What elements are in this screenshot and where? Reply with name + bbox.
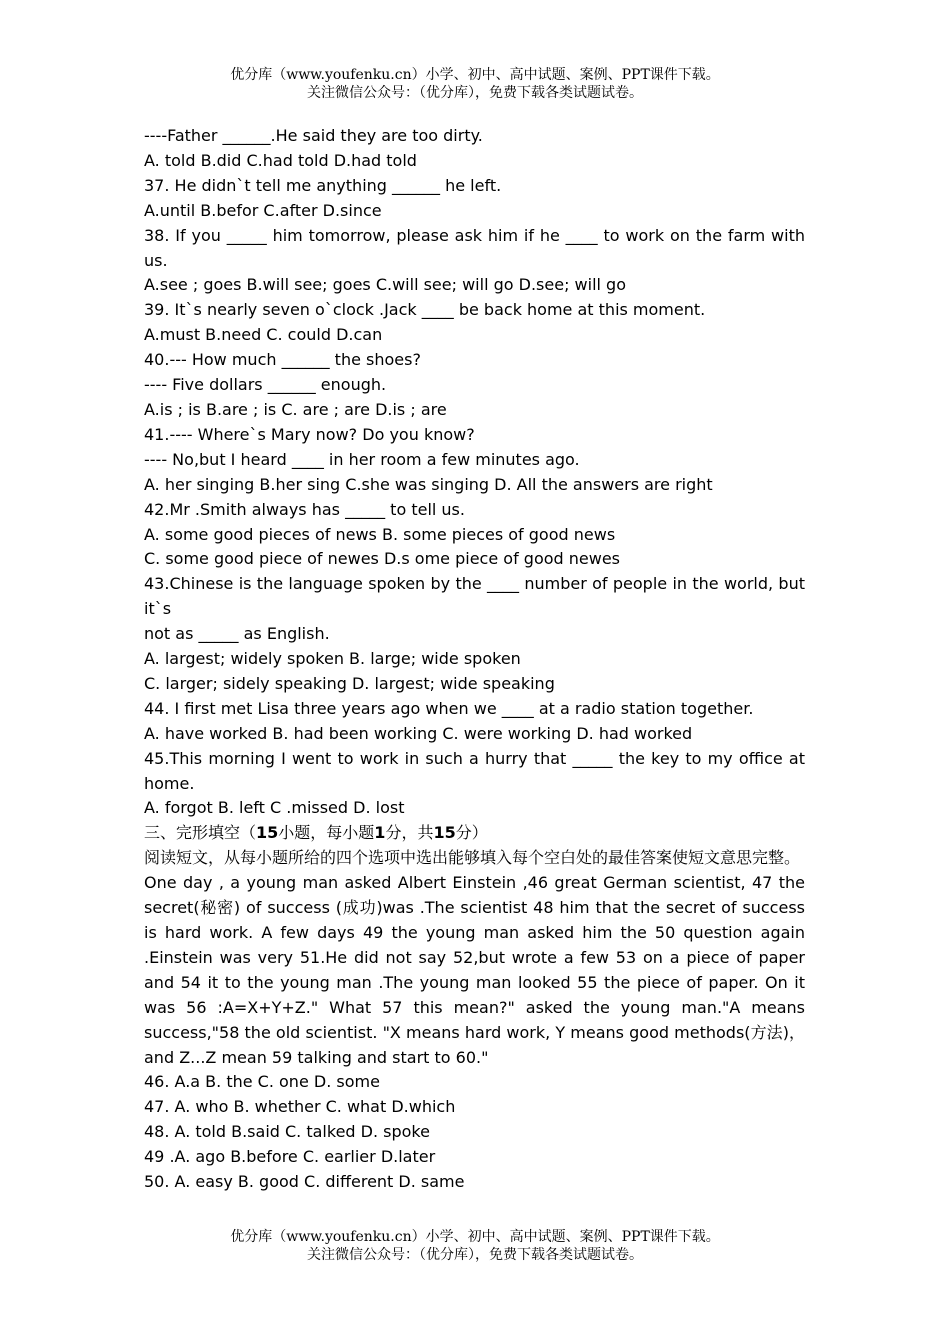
section-part-2: 小题，每小题 [278,823,375,843]
section-score-each: 1 [374,823,386,843]
text-line: A. her singing B.her sing C.she was singing D. All the answers are right [144,474,713,494]
text-line: 42.Mr .Smith always has _____ to tell us. [144,499,465,519]
question-43-cont: not as _____ as English. [144,624,330,644]
section-part-4: 分） [455,823,488,843]
question-38: 38. If you _____ him tomorrow, please ask him if he ____ to work on the farm with us. [144,225,805,270]
text-line: A. have worked B. had been working C. were working D. had worked [144,723,693,743]
section-part-3: 分，共 [385,823,434,843]
section-part-1: 三、完形填空（ [144,823,257,843]
question-45: 45.This morning I went to work in such a hurry that _____ the key to my office at home. [144,748,805,793]
text-line: C. larger; sidely speaking D. largest; wide speaking [144,673,555,693]
document-body [144,124,805,1195]
page-footer [0,1228,950,1264]
text-line: ---- Five dollars ______ enough. [144,375,387,395]
section-score-total: 15 [433,823,456,843]
text-line: 41.---- Where`s Mary now? Do you know? [144,424,475,444]
option-line: 49 .A. ago B.before C. earlier D.later [144,1147,436,1167]
text-line: 39. It`s nearly seven o`clock .Jack ____ be back home at this moment. [144,300,706,320]
text-line: 37. He didn`t tell me anything ______ he left. [144,175,502,195]
text-line: A.until B.befor C.after D.since [144,200,382,220]
section-count: 15 [256,823,279,843]
page-header [0,66,950,102]
text-line: A. some good pieces of news B. some pieces of good news [144,524,616,544]
text-line: ---- No,but I heard ____ in her room a few minutes ago. [144,449,580,469]
text-line: A.is ; is B.are ; is C. are ; are D.is ; are [144,399,447,419]
section-instruction: 阅读短文，从每小题所给的四个选项中选出能够填入每个空白处的最佳答案使短文意思完整。 [144,848,801,868]
cloze-passage: One day , a young man asked Albert Einstein ,46 great German scientist, 47 the secret(秘密) of success (成功)was .The scientist 48 him that the secret of success is hard work. A few days 49 the young man asked him the 50 question again .Einstein was very 51.He did not say 52,but wrote a few 53 on a piece of paper and 54 it to the young man .The young man looked 55 the piece of paper. On it was 56 :A=X+Y+Z." What 57 this mean?" asked the young man."A means success,"58 the old scientist. "X means hard work, Y means good methods(方法)，and Z...Z mean 59 talking and start to 60." [144,873,805,1067]
text-line: A. largest; widely spoken B. large; wide spoken [144,649,521,669]
question-43: 43.Chinese is the language spoken by the ____ number of people in the world, but it`s [144,574,805,619]
footer-line-1: 优分库（www.youfenku.cn）小学、初中、高中试题、案例、PPT课件下载。 [230,1229,720,1245]
text-line: A.must B.need C. could D.can [144,325,383,345]
option-line: 46. A.a B. the C. one D. some [144,1072,380,1092]
text-line: 44. I first met Lisa three years ago when we ____ at a radio station together. [144,698,754,718]
text-line: C. some good piece of newes D.s ome piece of good newes [144,549,621,569]
text-line: ----Father ______.He said they are too dirty. [144,126,483,145]
footer-line-2: 关注微信公众号：（优分库），免费下载各类试题试卷。 [307,1247,643,1263]
text-line: A.see ; goes B.will see; goes C.will see; will go D.see; will go [144,275,626,295]
option-line: 47. A. who B. whether C. what D.which [144,1097,456,1117]
header-line-1: 优分库（www.youfenku.cn）小学、初中、高中试题、案例、PPT课件下载。 [230,67,720,83]
option-line: 48. A. told B.said C. talked D. spoke [144,1122,430,1142]
option-line: 50. A. easy B. good C. different D. same [144,1172,465,1192]
text-line: A. told B.did C.had told D.had told [144,150,417,170]
section-heading [144,821,805,846]
header-line-2: 关注微信公众号：（优分库），免费下载各类试题试卷。 [307,85,643,101]
text-line: 40.--- How much ______ the shoes? [144,350,421,370]
question-45-options: A. forgot B. left C .missed D. lost [144,798,405,818]
